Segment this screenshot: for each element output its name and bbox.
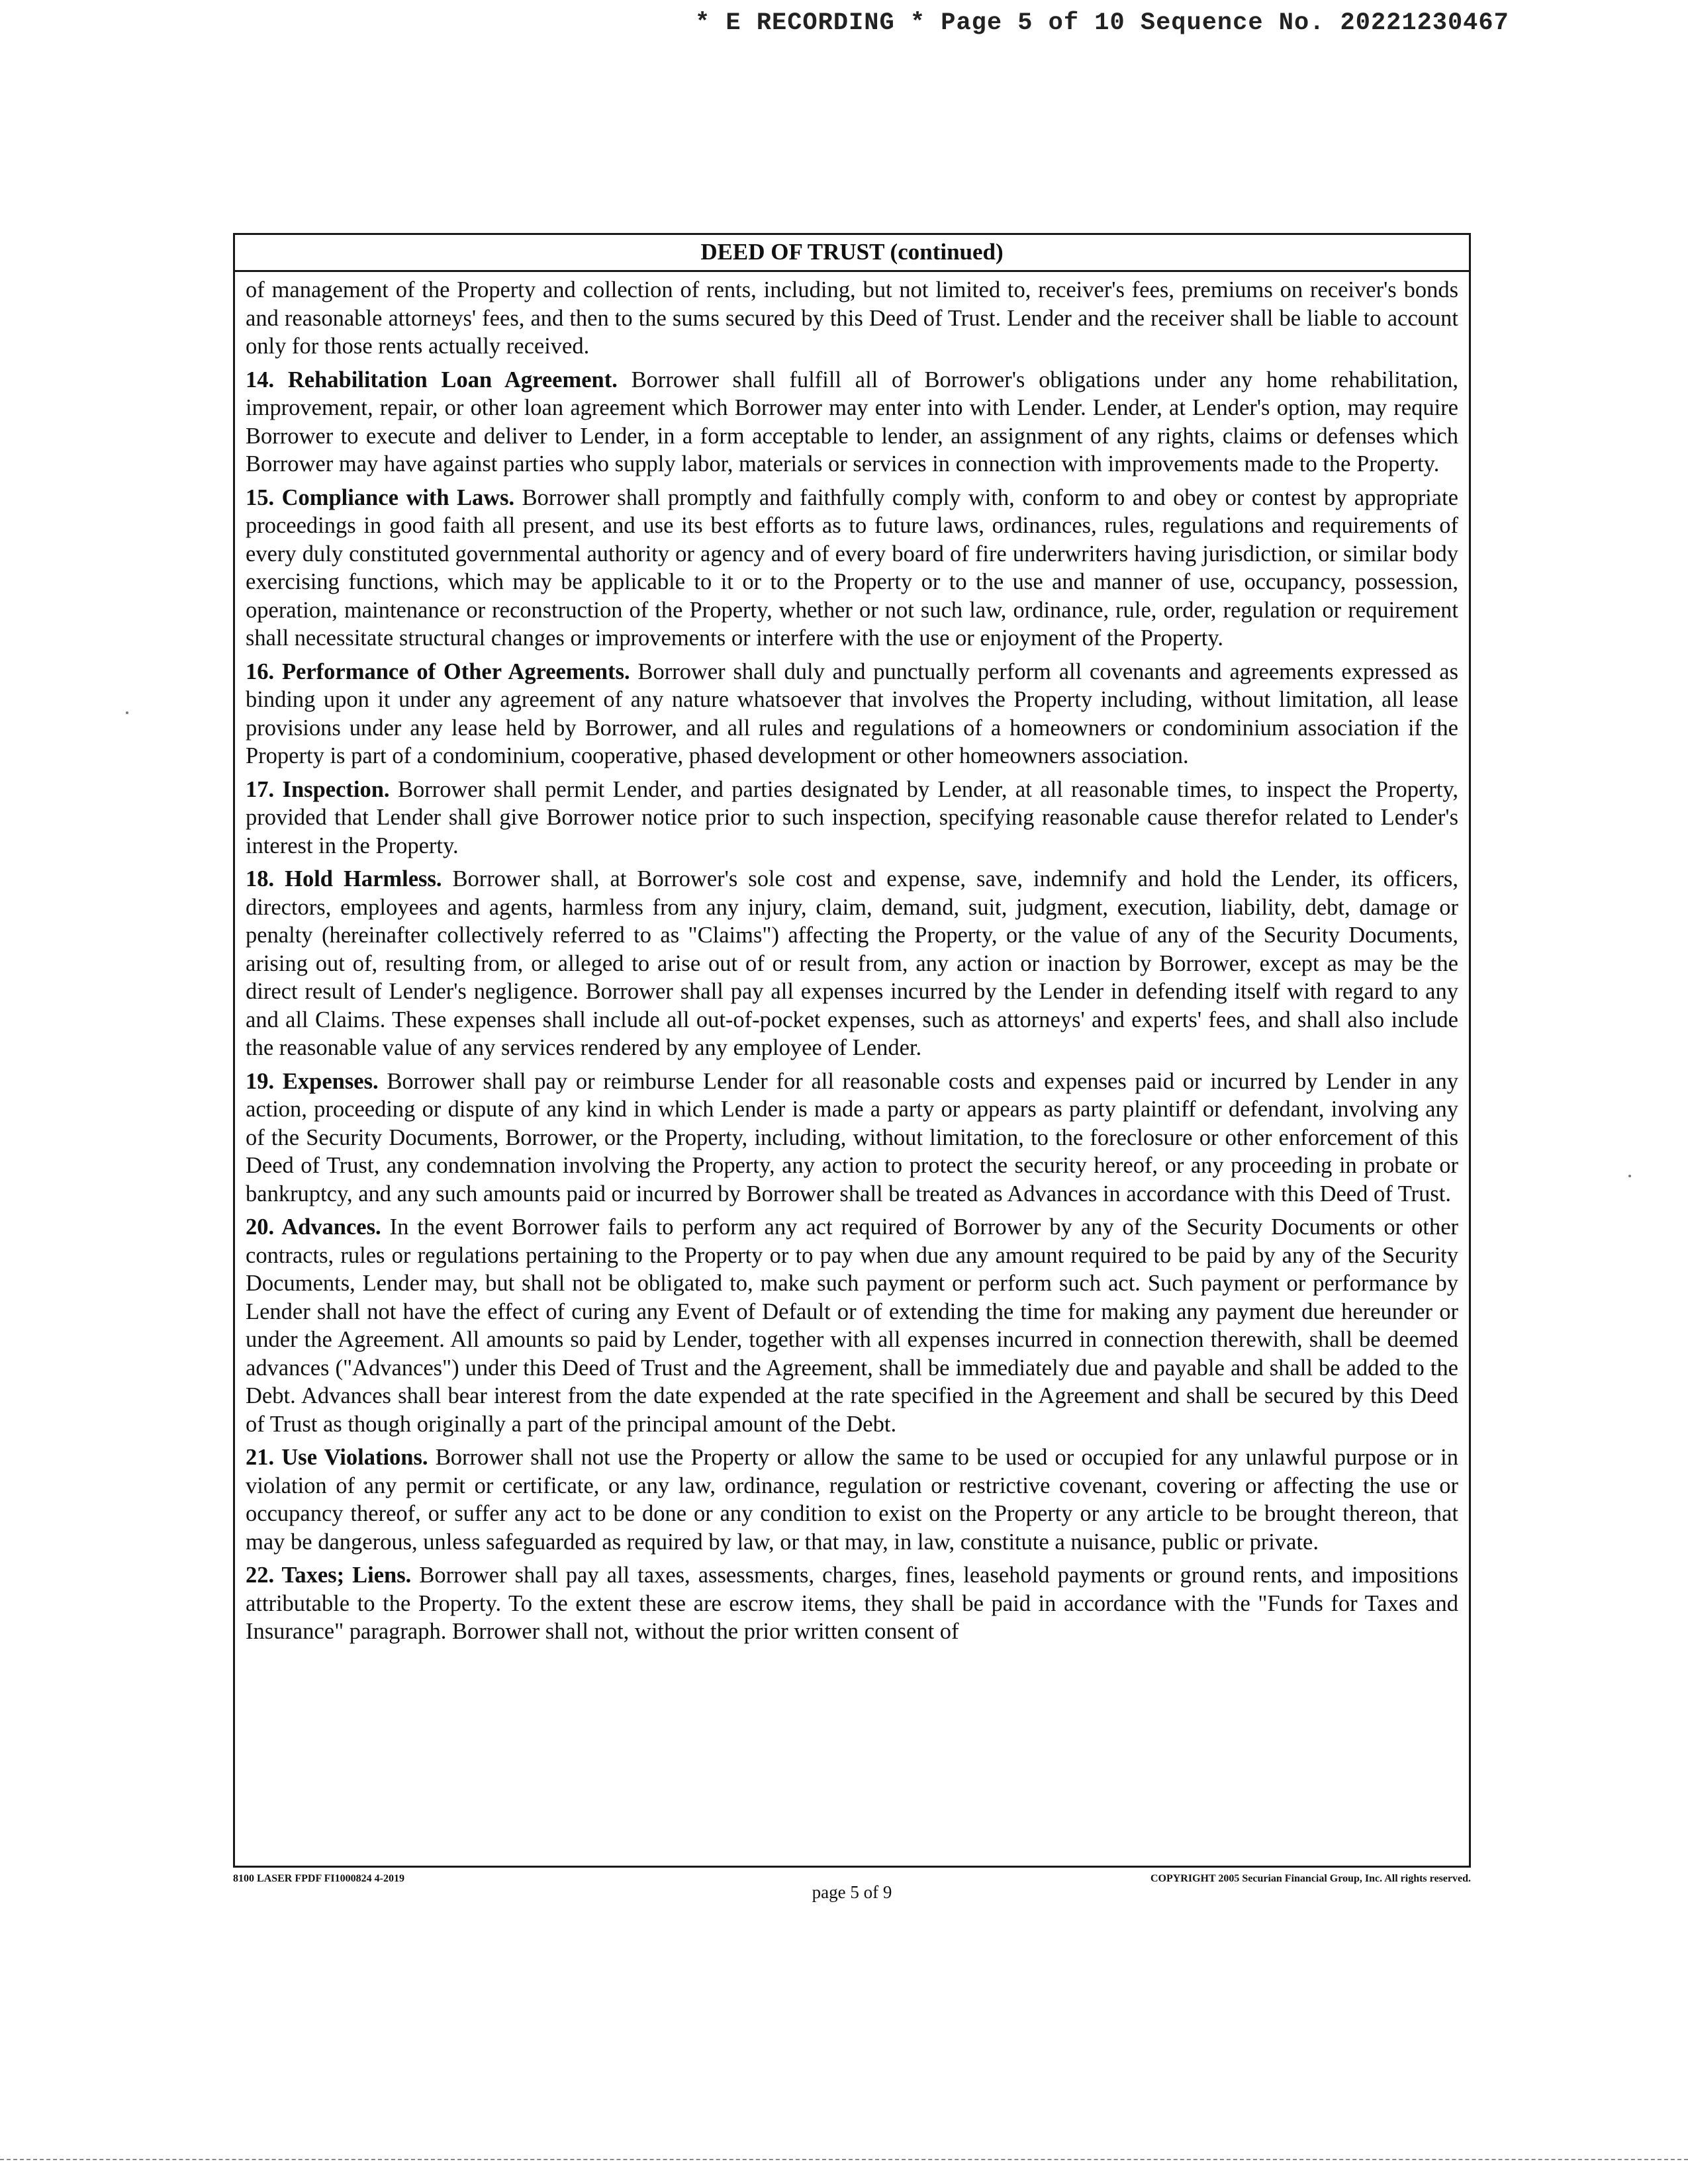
paragraph-text: Borrower shall pay all taxes, assessments, charges, fines, leasehold payments or ground rents, and impositions attributable to the Property. To the extent these are escrow items, they shall be paid in accordance with the "Funds for Taxes and Insurance" paragraph. Borrower shall not, without the prior written consent of [246, 1563, 1458, 1644]
document-body [235, 272, 1469, 1646]
paragraph-22-taxes-liens [246, 1561, 1458, 1646]
page-footer [233, 1873, 1471, 1906]
recording-header: * E RECORDING * Page 5 of 10 Sequence No. 20221230467 [695, 9, 1509, 37]
paragraph-19-expenses [246, 1068, 1458, 1208]
paragraph-text: Borrower shall, at Borrower's sole cost and expense, save, indemnify and hold the Lender, its officers, directors, employees and agents, harmless from any injury, claim, demand, suit, judgment, execution, liability, debt, damage or penalty (hereinafter collectively referred to as "Claims") affecting the Property, or the value of any of the Security Documents, arising out of, resulting from, or alleged to arise out of or result from, any action or inaction by Borrower, except as may be the direct result of Lender's negligence. Borrower shall pay all expenses incurred by the Lender in defending itself with regard to any and all Claims. These expenses shall include all out-of-pocket expenses, such as attorneys' and experts' fees, and shall also include the reasonable value of any services rendered by any employee of Lender. [246, 866, 1458, 1060]
paragraph-heading: 15. Compliance with Laws. [246, 484, 515, 510]
document-title: DEED OF TRUST (continued) [235, 235, 1469, 272]
paragraph-heading: 21. Use Violations. [246, 1445, 428, 1470]
paragraph-15-compliance [246, 484, 1458, 653]
page-number: page 5 of 9 [812, 1882, 892, 1902]
paragraph-18-hold-harmless [246, 865, 1458, 1062]
paragraph-heading: 18. Hold Harmless. [246, 866, 442, 891]
paragraph-text: Borrower shall permit Lender, and parties designated by Lender, at all reasonable times, to inspect the Property, provided that Lender shall give Borrower notice prior to such inspection, specifying reasonable cause therefor related to Lender's interest in the Property. [246, 776, 1458, 858]
paragraph-text: Borrower shall fulfill all of Borrower's obligations under any home rehabilitation, improvement, repair, or other loan agreement which Borrower may enter into with Lender. Lender, at Lender's option, may require Borrower to execute and deliver to Lender, in a form acceptable to lender, an assignment of any rights, claims or defenses which Borrower may have against parties who supply labor, materials or services in connection with improvements made to the Property. [246, 367, 1458, 477]
paragraph-heading: 19. Expenses. [246, 1068, 379, 1094]
paragraph-heading: 20. Advances. [246, 1214, 381, 1240]
paragraph-heading: 16. Performance of Other Agreements. [246, 659, 630, 684]
paragraph-text: Borrower shall duly and punctually perform all covenants and agreements expressed as binding upon it under any agreement of any nature whatsoever that involves the Property including, without limitation, all lease provisions under any lease held by Borrower, and all rules and regulations of a homeowners or condominium association if the Property is part of a condominium, cooperative, phased development or other homeowners association. [246, 659, 1458, 768]
paragraph-17-inspection [246, 776, 1458, 860]
copyright-notice: COPYRIGHT 2005 Securian Financial Group, Inc. All rights reserved. [1150, 1873, 1471, 1884]
paragraph-14-rehabilitation [246, 366, 1458, 478]
paragraph-heading: 17. Inspection. [246, 776, 390, 802]
paragraph-heading: 22. Taxes; Liens. [246, 1563, 412, 1588]
scan-speck [126, 711, 128, 714]
scan-edge-line [0, 2159, 1688, 2160]
document-frame [233, 233, 1471, 1868]
paragraph-text: Borrower shall not use the Property or allow the same to be used or occupied for any unlawful purpose or in violation of any permit or certificate, or any law, ordinance, regulation or restrictive covenant, covering or affecting the use or occupancy thereof, or suffer any act to be done or any condition to exist on the Property or any article to be brought thereon, that may be dangerous, unless safeguarded as required by law, or that may, in law, constitute a nuisance, public or private. [246, 1445, 1458, 1555]
scan-speck [1628, 1175, 1631, 1177]
paragraph-16-other-agreements [246, 658, 1458, 770]
paragraph-heading: 14. Rehabilitation Loan Agreement. [246, 367, 618, 392]
paragraph-20-advances [246, 1213, 1458, 1438]
paragraph-21-use-violations [246, 1443, 1458, 1556]
paragraph-continuation [246, 276, 1458, 361]
paragraph-text: In the event Borrower fails to perform any act required of Borrower by any of the Security Documents or other contracts, rules or regulations pertaining to the Property or to pay when due any amount required to be paid by any of the Security Documents, Lender may, but shall not be obligated to, make such payment or perform such act. Such payment or performance by Lender shall not have the effect of curing any Event of Default or of extending the time for making any payment due hereunder or under the Agreement. All amounts so paid by Lender, together with all expenses incurred in connection therewith, shall be deemed advances ("Advances") under this Deed of Trust and the Agreement, shall be immediately due and payable and shall be added to the Debt. Advances shall bear interest from the date expended at the rate specified in the Agreement and shall be secured by this Deed of Trust as though originally a part of the principal amount of the Debt. [246, 1214, 1458, 1437]
paragraph-text: Borrower shall pay or reimburse Lender for all reasonable costs and expenses paid or incurred by Lender in any action, proceeding or dispute of any kind in which Lender is made a party or appears as party plaintiff or defendant, involving any of the Security Documents, Borrower, or the Property, including, without limitation, to the foreclosure or other enforcement of this Deed of Trust, any condemnation involving the Property, any action to protect the security hereof, or any proceeding in probate or bankruptcy, and any such amounts paid or incurred by Borrower shall be treated as Advances in accordance with this Deed of Trust. [246, 1068, 1458, 1206]
paragraph-text: Borrower shall promptly and faithfully comply with, conform to and obey or contest by appropriate proceedings in good faith all present, and use its best efforts as to future laws, ordinances, rules, regulations and requirements of every duly constituted governmental authority or agency and of every board of fire underwriters having jurisdiction, or similar body exercising functions, which may be applicable to it or to the Property or to the use and manner of use, occupancy, possession, operation, maintenance or reconstruction of the Property, whether or not such law, ordinance, rule, order, regulation or requirement shall necessitate structural changes or improvements or interfere with the use or enjoyment of the Property. [246, 484, 1458, 651]
paragraph-text: of management of the Property and collection of rents, including, but not limited to, receiver's fees, premiums on receiver's bonds and reasonable attorneys' fees, and then to the sums secured by this Deed of Trust. Lender and the receiver shall be liable to account only for those rents actually received. [246, 277, 1458, 359]
form-code: 8100 LASER FPDF FI1000824 4-2019 [233, 1873, 404, 1884]
